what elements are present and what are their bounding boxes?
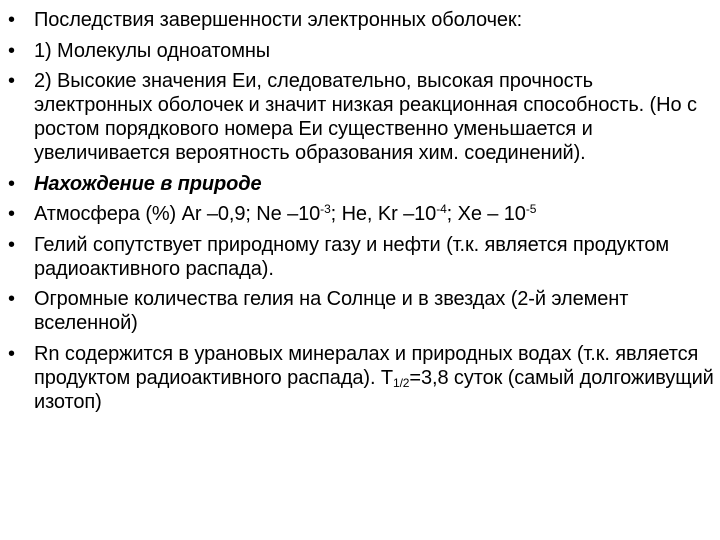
text-part: =3,8 суток (самый долгоживущий изотоп) <box>34 366 714 413</box>
item-text: Огромные количества гелия на Солнце и в звездах (2-й элемент вселенной) <box>34 288 629 334</box>
subscript: 1/2 <box>393 375 410 390</box>
bullet-list <box>8 8 714 420</box>
item-text: Гелий сопутствует природному газу и нефти (т.к. является продуктом радиоактивного распада). <box>34 233 670 280</box>
text-part: Rn содержится в урановых минералах и природных водах (т.к. является продуктом радиоактивного распада). Т <box>34 342 699 389</box>
list-item <box>8 39 714 63</box>
superscript: -3 <box>320 202 331 216</box>
list-item <box>8 69 714 165</box>
item-text: 2) Высокие значения Еи, следовательно, высокая прочность электронных оболочек и значит низкая реакционная способность. (Но с ростом порядкового номера Еи существенно уменьшается и увеличивается вероятность образования хим. соединений). <box>34 70 697 164</box>
item-text: Последствия завершенности электронных оболочек: <box>34 9 523 31</box>
superscript: -4 <box>436 202 447 216</box>
section-heading: Нахождение в природе <box>34 172 262 195</box>
item-text <box>34 343 714 413</box>
item-text <box>34 203 536 225</box>
item-text: 1) Молекулы одноатомны <box>34 39 271 62</box>
list-item <box>8 233 714 281</box>
list-item <box>8 8 714 32</box>
text-part: ; Xe – 10 <box>446 203 526 225</box>
superscript: -5 <box>525 202 537 216</box>
bullet-icon: • <box>8 203 15 225</box>
bullet-icon: • <box>8 9 15 31</box>
list-item <box>8 287 714 335</box>
list-item <box>8 342 714 414</box>
list-item <box>8 202 714 226</box>
bullet-icon: • <box>8 233 15 256</box>
section-heading-item <box>8 172 714 196</box>
bullet-icon: • <box>8 342 15 365</box>
bullet-icon: • <box>8 172 15 195</box>
bullet-icon: • <box>8 39 15 62</box>
text-part: ; He, Kr –10 <box>330 203 437 225</box>
bullet-icon: • <box>8 70 15 92</box>
text-part: Атмосфера (%) Ar –0,9; Ne –10 <box>34 203 321 225</box>
bullet-icon: • <box>8 288 15 310</box>
